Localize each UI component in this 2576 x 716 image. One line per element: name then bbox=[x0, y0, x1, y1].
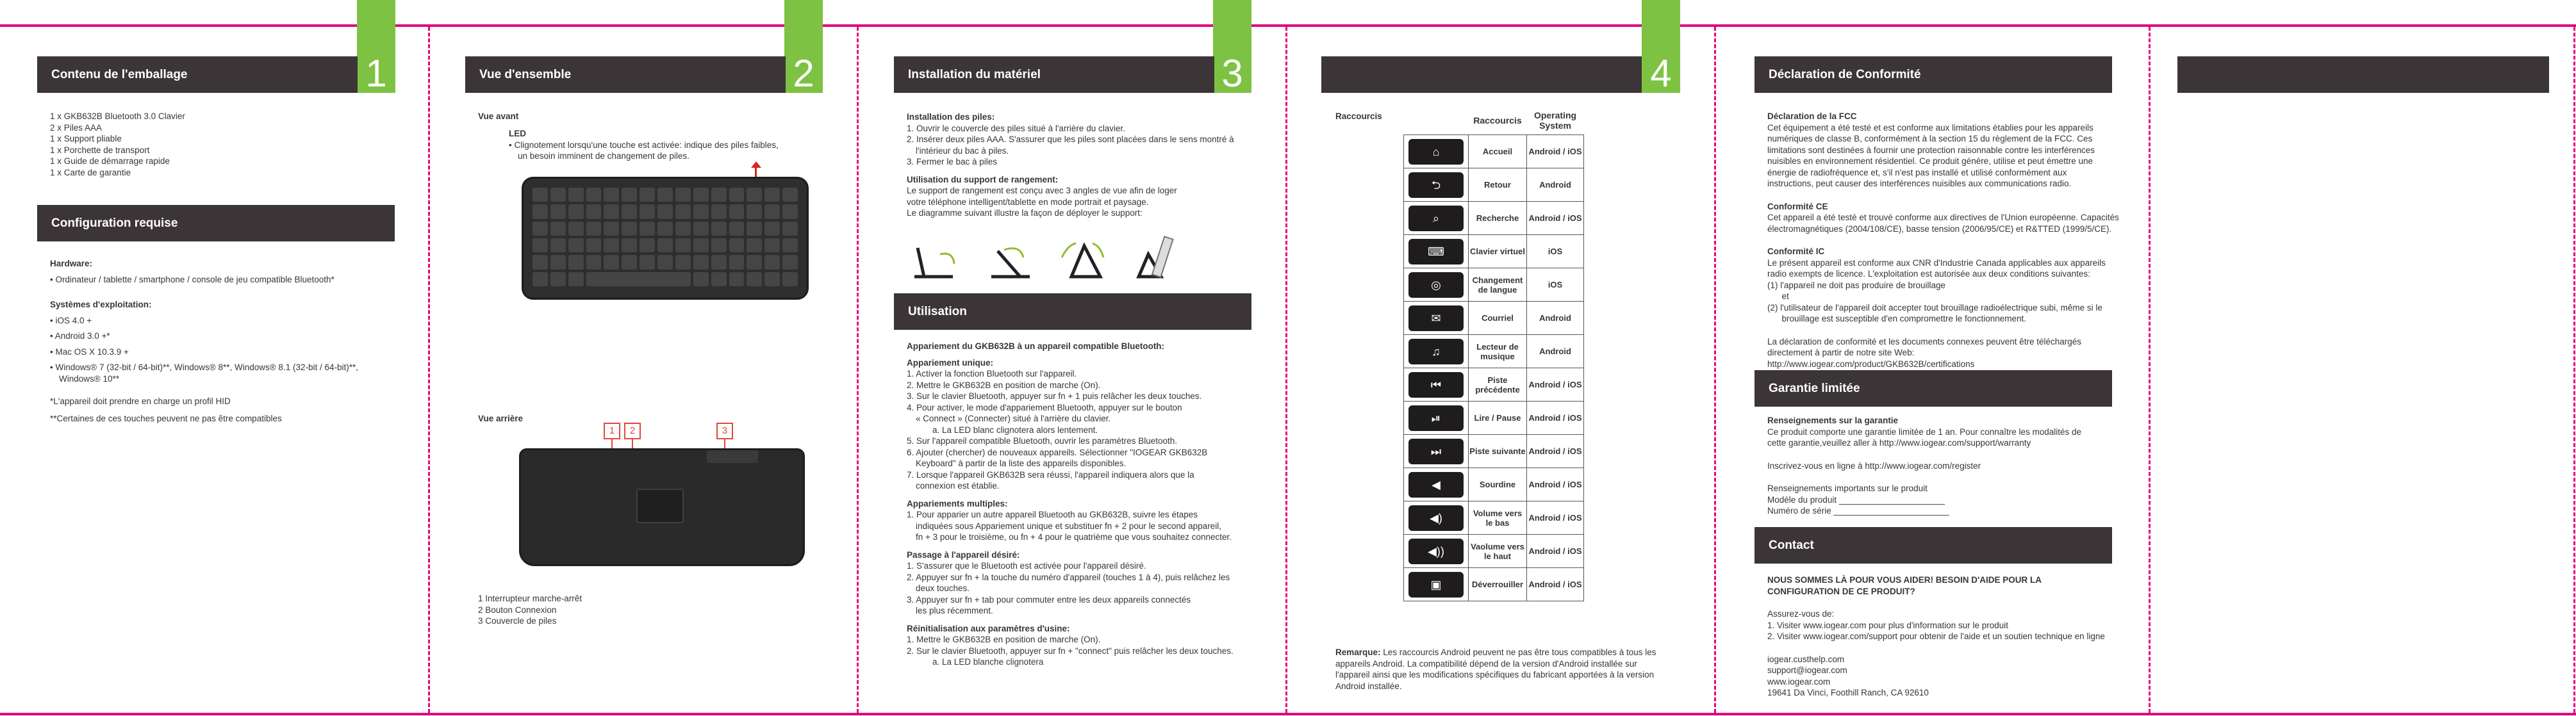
icon-cell bbox=[1404, 501, 1469, 535]
play-pause-icon: ⏯ bbox=[1408, 405, 1464, 431]
reset-step: a. La LED blanche clignotera bbox=[932, 657, 1044, 667]
warranty-heading: Renseignements sur la garantie bbox=[1767, 416, 1899, 425]
stand-step-1 bbox=[914, 248, 954, 277]
table-row bbox=[1404, 302, 1584, 335]
multi-step: indiquées sous Appariement unique et substituer fn + 2 pour le second appareil, bbox=[916, 521, 1221, 531]
shortcut-name: Recherche bbox=[1469, 202, 1527, 235]
led-text: un besoin imminent de changement de piles. bbox=[518, 151, 689, 161]
pairing-step: « Connect » (Connecter) situé à l'arrière du clavier. bbox=[916, 414, 1111, 423]
icon-cell bbox=[1404, 368, 1469, 402]
pairing-step: 6. Ajouter (chercher) de nouveaux appareils. Sélectionner "IOGEAR GKB632B bbox=[907, 447, 1208, 457]
header-spacer bbox=[1404, 110, 1469, 135]
declaration-line: directement à partir de notre site Web: bbox=[1767, 348, 1915, 357]
callout-line bbox=[611, 439, 613, 448]
table-row bbox=[1404, 468, 1584, 501]
callout-1: 1 bbox=[604, 423, 620, 439]
legend-item: 1 Interrupteur marche-arrêt bbox=[478, 594, 582, 603]
register-link[interactable]: Inscrivez-vous en ligne à http://www.iogear.com/register bbox=[1767, 460, 1981, 471]
section-header-blank bbox=[1321, 56, 1642, 93]
pairing-step: Keyboard" à partir de la liste des appareils disponibles. bbox=[916, 459, 1127, 468]
content-item: 1 x Carte de garantie bbox=[50, 167, 131, 177]
shortcut-name: Vaolume vers le haut bbox=[1469, 535, 1527, 568]
pairing-step: 1. Activer la fonction Bluetooth sur l'appareil. bbox=[907, 369, 1077, 378]
shortcut-name: Clavier virtuel bbox=[1469, 235, 1527, 268]
shortcut-os: Android / iOS bbox=[1527, 468, 1584, 501]
compliance-text bbox=[1767, 111, 2136, 370]
shortcut-os: Android / iOS bbox=[1527, 402, 1584, 435]
callout-line bbox=[632, 439, 633, 448]
page-number: 2 bbox=[793, 52, 814, 95]
icon-cell bbox=[1404, 435, 1469, 468]
shortcut-rows bbox=[1404, 135, 1584, 601]
os-item: • Mac OS X 10.3.9 + bbox=[50, 346, 129, 357]
switch-step: 2. Appuyer sur fn + la touche du numéro d'appareil (touches 1 à 4), puis relâchez les bbox=[907, 572, 1230, 582]
single-pairing-heading: Appariement unique: bbox=[907, 357, 994, 368]
package-contents bbox=[50, 111, 185, 178]
stand-text: Le support de rangement est conçu avec 3 angles de vue afin de loger bbox=[907, 186, 1177, 195]
previous-track-icon: ⏮ bbox=[1408, 372, 1464, 398]
battery-heading: Installation des piles: bbox=[907, 112, 995, 122]
table-row bbox=[1404, 268, 1584, 302]
remark-text bbox=[1335, 647, 1694, 692]
pairing-step: 5. Sur l'appareil compatible Bluetooth, ouvrir les paramètres Bluetooth. bbox=[907, 436, 1178, 446]
remark-line: Les raccourcis Android peuvent ne pas être tous compatibles à tous les bbox=[1380, 647, 1656, 657]
content-item: 1 x GKB632B Bluetooth 3.0 Clavier bbox=[50, 111, 185, 121]
product-info-line: Numéro de série ________________________ bbox=[1767, 506, 1949, 516]
shortcut-os: Android / iOS bbox=[1527, 202, 1584, 235]
switch-heading: Passage à l'appareil désiré: bbox=[907, 549, 1020, 560]
volume-down-icon: ◀) bbox=[1408, 505, 1464, 531]
table-row bbox=[1404, 235, 1584, 268]
contact-heading: NOUS SOMMES LÀ POUR VOUS AIDER! BESOIN D'AIDE POUR LA bbox=[1767, 575, 2042, 585]
custhelp-link[interactable]: iogear.custhelp.com bbox=[1767, 654, 1845, 664]
globe-icon: ◎ bbox=[1408, 272, 1464, 298]
content-item: 2 x Piles AAA bbox=[50, 122, 103, 133]
requirements-text bbox=[50, 258, 409, 424]
shortcut-os: Android / iOS bbox=[1527, 568, 1584, 601]
content-item: 1 x Support pliable bbox=[50, 134, 122, 143]
stand-step-3 bbox=[1062, 243, 1103, 277]
ce-line: Cet appareil a été testé et trouvé conforme aux directives de l'Union européenne. Capacités bbox=[1767, 213, 2119, 222]
section-header: Déclaration de Conformité bbox=[1754, 56, 2112, 93]
icon-cell bbox=[1404, 235, 1469, 268]
table-row bbox=[1404, 435, 1584, 468]
certifications-link[interactable]: http://www.iogear.com/product/GKB632B/certifications bbox=[1767, 359, 1975, 369]
ic-line: brouillage est susceptible d'en compromettre le fonctionnement. bbox=[1767, 314, 2027, 323]
os-item: • Windows® 7 (32-bit / 64-bit)**, Windows® 8**, Windows® 8.1 (32-bit / 64-bit)**, bbox=[50, 362, 358, 372]
shortcut-name: Accueil bbox=[1469, 135, 1527, 168]
page-number: 3 bbox=[1221, 52, 1243, 95]
table-row bbox=[1404, 335, 1584, 368]
remark-line: Android installée. bbox=[1335, 681, 1402, 691]
fcc-line: limitations sont destinées à fournir une protection raisonnable contre les interférences bbox=[1767, 145, 2095, 155]
stand-diagram bbox=[908, 232, 1228, 282]
shortcut-name: Déverrouiller bbox=[1469, 568, 1527, 601]
battery-step: 3. Fermer le bac à piles bbox=[907, 157, 998, 167]
icon-cell bbox=[1404, 335, 1469, 368]
shortcut-name: Piste précédente bbox=[1469, 368, 1527, 402]
ic-line: et bbox=[1767, 291, 1789, 301]
next-track-icon: ⏭ bbox=[1408, 439, 1464, 464]
warranty-line: Ce produit comporte une garantie limitée de 1 an. Pour connaître les modalités de bbox=[1767, 427, 2082, 437]
contact-line: 2. Visiter www.iogear.com/support pour obtenir de l'aide et un soutien technique en ligne bbox=[1767, 631, 2105, 641]
footnote: *L'appareil doit prendre en charge un profil HID bbox=[50, 396, 231, 406]
switch-step: les plus récemment. bbox=[916, 606, 993, 615]
fcc-line: énergie de radiofréquence et, s'il n'est pas installé et utilisé conformément aux bbox=[1767, 167, 2067, 177]
icon-cell bbox=[1404, 302, 1469, 335]
icon-cell bbox=[1404, 168, 1469, 202]
panel-package bbox=[37, 0, 434, 716]
shortcut-name: Sourdine bbox=[1469, 468, 1527, 501]
fcc-line: nuisibles en environnement résidentiel. Ce produit génère, utilise et peut émettre une bbox=[1767, 156, 2093, 166]
panel-compliance bbox=[1754, 0, 2152, 716]
switch-step: deux touches. bbox=[916, 583, 970, 593]
fcc-line: instructions, peut causer des interférences nuisibles aux communications radio. bbox=[1767, 179, 2072, 188]
center-pad bbox=[636, 489, 684, 523]
shortcut-name: Changement de langue bbox=[1469, 268, 1527, 302]
ic-heading: Conformité IC bbox=[1767, 247, 1825, 256]
back-view-label bbox=[478, 413, 523, 425]
table-row bbox=[1404, 501, 1584, 535]
usage-instructions bbox=[907, 341, 1269, 668]
website-link[interactable]: www.iogear.com bbox=[1767, 676, 1831, 687]
table-header-row bbox=[1404, 110, 1584, 135]
table-row bbox=[1404, 568, 1584, 601]
fcc-heading: Déclaration de la FCC bbox=[1767, 111, 1857, 121]
lock-icon: ▣ bbox=[1408, 572, 1464, 598]
shortcut-os: iOS bbox=[1527, 235, 1584, 268]
reset-step: 2. Sur le clavier Bluetooth, appuyer sur fn + "connect" puis relâcher les deux touches. bbox=[907, 646, 1234, 656]
shortcut-os: Android / iOS bbox=[1527, 501, 1584, 535]
declaration-line: La déclaration de conformité et les documents connexes peuvent être téléchargés bbox=[1767, 336, 2082, 346]
section-header: Installation du matériel bbox=[894, 56, 1214, 93]
battery-step: 2. Insérer deux piles AAA. S'assurer que les piles sont placées dans le sens montré à bbox=[907, 134, 1234, 144]
pairing-step: 7. Lorsque l'appareil GKB632B sera réussi, l'appareil indiquera alors que la bbox=[907, 469, 1194, 480]
keyboard-icon: ⌨ bbox=[1408, 239, 1464, 264]
battery-step: 1. Ouvrir le couvercle des piles situé à l'arrière du clavier. bbox=[907, 123, 1125, 133]
search-icon: ⌕ bbox=[1408, 206, 1464, 231]
page-number: 4 bbox=[1650, 52, 1672, 95]
shortcut-name: Courriel bbox=[1469, 302, 1527, 335]
shortcut-name: Lire / Pause bbox=[1469, 402, 1527, 435]
os-heading: Systèmes d'exploitation: bbox=[50, 300, 152, 309]
remark-line: appareils Android. La compatibilité dépend de la version d'Android installée sur bbox=[1335, 658, 1637, 669]
front-view-heading: Vue avant bbox=[478, 111, 519, 121]
contact-line: 1. Visiter www.iogear.com pour plus d'information sur le produit bbox=[1767, 620, 2009, 630]
music-icon: ♫ bbox=[1408, 339, 1464, 364]
warranty-line: cette garantie,veuillez aller à http://www.iogear.com/support/warranty bbox=[1767, 438, 2031, 448]
remark-label: Remarque: bbox=[1335, 647, 1381, 657]
battery-instructions bbox=[907, 111, 1266, 219]
os-item: • iOS 4.0 + bbox=[50, 315, 92, 325]
stand-step-4 bbox=[1139, 236, 1173, 277]
fcc-line: Cet équipement a été testé et est conforme aux limitations établies pour les appareils bbox=[1767, 122, 2093, 133]
back-view-heading: Vue arrière bbox=[478, 414, 524, 423]
icon-cell bbox=[1404, 402, 1469, 435]
ic-line: radio exempts de licence. L'exploitation est autorisée aux deux conditions suivantes: bbox=[1767, 269, 2090, 279]
multi-pairing-heading: Appariements multiples: bbox=[907, 498, 1008, 509]
support-email-link[interactable]: support@iogear.com bbox=[1767, 665, 1847, 675]
shortcut-os: Android bbox=[1527, 168, 1584, 202]
stand-step-2 bbox=[991, 248, 1030, 277]
page-number: 1 bbox=[365, 52, 387, 95]
panel-overview bbox=[465, 0, 863, 716]
shortcuts-heading: Raccourcis bbox=[1335, 111, 1382, 121]
pairing-step: a. La LED blanc clignotera alors lentement. bbox=[932, 425, 1098, 435]
remark-line: l'appareil ainsi que les modifications spécifiques du fabricant apportées à la version bbox=[1335, 670, 1655, 679]
battery-cover bbox=[707, 450, 758, 463]
icon-cell bbox=[1404, 468, 1469, 501]
mail-icon: ✉ bbox=[1408, 305, 1464, 331]
content-item: 1 x Guide de démarrage rapide bbox=[50, 156, 170, 166]
table-row bbox=[1404, 368, 1584, 402]
section-header: Utilisation bbox=[894, 293, 1251, 330]
column-header: Raccourcis bbox=[1473, 115, 1522, 126]
home-icon: ⌂ bbox=[1408, 139, 1464, 165]
shortcuts-label bbox=[1335, 111, 1382, 122]
table-row bbox=[1404, 402, 1584, 435]
contact-text bbox=[1767, 574, 2136, 699]
shortcut-os: Android / iOS bbox=[1527, 135, 1584, 168]
pairing-step: 2. Mettre le GKB632B en position de marche (On). bbox=[907, 380, 1101, 390]
legend-item: 2 Bouton Connexion bbox=[478, 605, 557, 615]
table-row bbox=[1404, 202, 1584, 235]
icon-cell bbox=[1404, 202, 1469, 235]
stand-text: Le diagramme suivant illustre la façon de déployer le support: bbox=[907, 208, 1143, 218]
shortcut-name: Volume vers le bas bbox=[1469, 501, 1527, 535]
product-info-line: Renseignements importants sur le produit bbox=[1767, 484, 1928, 493]
fcc-line: numériques de classe B, conformément à la section 15 du règlement de la FCC. Ces bbox=[1767, 134, 2093, 143]
contact-line: Assurez-vous de: bbox=[1767, 609, 1835, 619]
hardware-text: • Ordinateur / tablette / smartphone / console de jeu compatible Bluetooth* bbox=[50, 274, 334, 284]
switch-step: 1. S'assurer que le Bluetooth est activée pour l'appareil désiré. bbox=[907, 561, 1146, 571]
battery-step: l'intérieur du bac à piles. bbox=[916, 145, 1009, 156]
ce-heading: Conformité CE bbox=[1767, 201, 1828, 211]
pairing-heading: Appariement du GKB632B à un appareil compatible Bluetooth: bbox=[907, 341, 1165, 351]
panel-installation bbox=[894, 0, 1291, 716]
pairing-step: 4. Pour activer, le mode d'appariement Bluetooth, appuyer sur le bouton bbox=[907, 402, 1182, 412]
ic-line: Le présent appareil est conforme aux CNR d'Industrie Canada applicables aux appareils bbox=[1767, 257, 2106, 268]
address: 19641 Da Vinci, Foothill Ranch, CA 92610 bbox=[1767, 688, 1929, 697]
multi-step: 1. Pour apparier un autre appareil Bluetooth au GKB632B, suivre les étapes bbox=[907, 510, 1198, 519]
shortcut-os: Android / iOS bbox=[1527, 435, 1584, 468]
front-view-label bbox=[478, 111, 518, 122]
table-row bbox=[1404, 535, 1584, 568]
section-header: Configuration requise bbox=[37, 205, 395, 241]
stand-heading: Utilisation du support de rangement: bbox=[907, 174, 1059, 184]
led-text: • Clignotement lorsqu'une touche est activée: indique des piles faibles, bbox=[509, 140, 779, 150]
icon-cell bbox=[1404, 135, 1469, 168]
pairing-step: connexion est établie. bbox=[916, 481, 1000, 491]
hardware-heading: Hardware: bbox=[50, 259, 93, 268]
keyboard-back-image bbox=[519, 448, 805, 566]
os-item: • Android 3.0 +* bbox=[50, 331, 110, 341]
shortcut-os: iOS bbox=[1527, 268, 1584, 302]
icon-cell bbox=[1404, 268, 1469, 302]
back-view-legend bbox=[478, 593, 582, 627]
shortcut-os: Android bbox=[1527, 335, 1584, 368]
contact-heading: CONFIGURATION DE CE PRODUIT? bbox=[1767, 586, 1915, 596]
icon-cell bbox=[1404, 535, 1469, 568]
multi-step: fn + 3 pour le troisième, ou fn + 4 pour le quatrième que vous souhaitez connecter. bbox=[916, 532, 1232, 542]
ic-line: (1) l'appareil ne doit pas produire de brouillage bbox=[1767, 280, 1946, 290]
icon-cell bbox=[1404, 568, 1469, 601]
ce-line: électromagnétiques (2004/108/CE), basse tension (2006/95/CE) et R&TTED (1999/5/CE). bbox=[1767, 224, 2112, 234]
callout-3: 3 bbox=[716, 423, 733, 439]
shortcut-os: Android / iOS bbox=[1527, 368, 1584, 402]
section-header: Contenu de l'emballage bbox=[37, 56, 358, 93]
mute-icon: ◀ bbox=[1408, 472, 1464, 498]
os-item: Windows® 10** bbox=[59, 373, 119, 384]
section-header: Contact bbox=[1754, 527, 2112, 564]
section-header: Vue d'ensemble bbox=[465, 56, 786, 93]
content-item: 1 x Porchette de transport bbox=[50, 145, 150, 155]
keyboard-keys bbox=[533, 188, 798, 286]
legend-item: 3 Couvercle de piles bbox=[478, 616, 557, 626]
ic-line: (2) l'utilisateur de l'appareil doit accepter tout brouillage radioélectrique subi, même si le bbox=[1767, 302, 2102, 313]
stand-text: votre téléphone intelligent/tablette en mode portrait et paysage. bbox=[907, 197, 1149, 207]
pairing-step: 3. Sur le clavier Bluetooth, appuyer sur fn + 1 puis relâcher les deux touches. bbox=[907, 391, 1202, 401]
shortcut-os: Android / iOS bbox=[1527, 535, 1584, 568]
shortcuts-table bbox=[1403, 110, 1584, 601]
section-header: Garantie limitée bbox=[1754, 370, 2112, 407]
back-icon: ⮌ bbox=[1408, 172, 1464, 198]
shortcut-name: Lecteur de musique bbox=[1469, 335, 1527, 368]
column-header: Operating System bbox=[1533, 110, 1577, 131]
product-info-line: Modèle du produit ______________________ bbox=[1767, 494, 1945, 505]
footnote: **Certaines de ces touches peuvent ne pas être compatibles bbox=[50, 413, 282, 423]
warranty-text bbox=[1767, 415, 2136, 517]
section-header-blank bbox=[2177, 56, 2549, 93]
table-row bbox=[1404, 168, 1584, 202]
panel-blank bbox=[2177, 0, 2575, 716]
led-heading: LED bbox=[509, 129, 526, 138]
reset-heading: Réinitialisation aux paramètres d'usine: bbox=[907, 623, 1070, 633]
callout-2: 2 bbox=[624, 423, 641, 439]
switch-step: 3. Appuyer sur fn + tab pour commuter entre les deux appareils connectés bbox=[907, 594, 1191, 605]
led-description bbox=[509, 128, 855, 162]
reset-step: 1. Mettre le GKB632B en position de marche (On). bbox=[907, 635, 1101, 644]
led-arrow-head bbox=[751, 161, 761, 168]
shortcut-os: Android bbox=[1527, 302, 1584, 335]
volume-up-icon: ◀)) bbox=[1408, 539, 1464, 564]
shortcut-name: Retour bbox=[1469, 168, 1527, 202]
panel-shortcuts bbox=[1321, 0, 1719, 716]
table-row bbox=[1404, 135, 1584, 168]
keyboard-front-image bbox=[522, 177, 809, 300]
callout-line bbox=[724, 439, 725, 448]
shortcut-name: Piste suivante bbox=[1469, 435, 1527, 468]
